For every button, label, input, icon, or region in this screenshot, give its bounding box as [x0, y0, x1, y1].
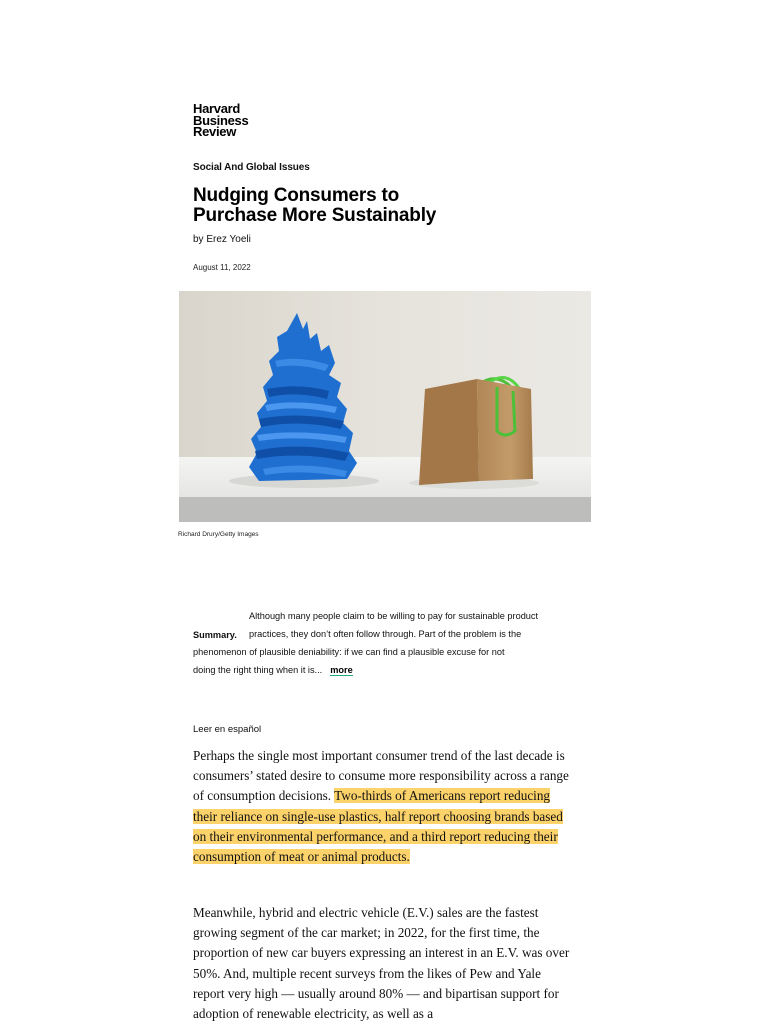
jute-tote-bag: [419, 378, 533, 485]
publish-date: August 11, 2022: [193, 263, 251, 272]
byline[interactable]: by Erez Yoeli: [193, 234, 251, 245]
body-paragraph-2: Meanwhile, hybrid and electric vehicle (E.V.) sales are the fastest growing segment of the car market; in 2022, for the first time, the proportion of new car buyers expressing an interest in an E.V. was over 50%. And, multiple recent surveys from the likes of Pew and Yale report very high — usually around 80% — and bipartisan support for adoption of renewable electricity, as well as a: [193, 905, 570, 1022]
headline-line-1: Nudging Consumers to: [193, 185, 400, 206]
summary-label: Summary.: [193, 630, 237, 640]
image-credit: Richard Drury/Getty Images: [178, 531, 259, 538]
summary-line-3: phenomenon of plausible deniability: if we can find a plausible excuse for not: [193, 647, 505, 657]
headline-line-2: Purchase More Sustainably: [193, 205, 437, 226]
hero-image: [179, 291, 591, 522]
summary-line-1: Although many people claim to be willing to pay for sustainable product: [249, 611, 539, 621]
summary-body: [193, 607, 577, 679]
logo-line-2: Business: [193, 112, 249, 128]
logo-line-3: Review: [193, 124, 237, 139]
paragraph-1-text: Perhaps the single most important consumer trend of the last decade is consumers’ stated desire to consume more responsibility across a range of consumption decisions.: [193, 748, 569, 804]
article-headline: [193, 186, 493, 226]
summary-line-4: doing the right thing when it is...: [193, 665, 323, 675]
topic-link[interactable]: Social And Global Issues: [193, 162, 310, 173]
summary-more-link[interactable]: more: [330, 665, 353, 675]
summary-line-2: practices, they don’t often follow through. Part of the problem is the: [249, 629, 522, 639]
hbr-logo[interactable]: [193, 103, 263, 138]
spanish-translation-link[interactable]: Leer en español: [193, 724, 262, 735]
logo-line-1: Harvard: [193, 101, 241, 116]
highlighted-quote[interactable]: Two-thirds of Americans report reducing their reliance on single-use plastics, half report choosing brands based on their environmental performance, and a third report reducing their consumption of meat or animal products.: [193, 788, 563, 865]
body-paragraph-1: [193, 746, 573, 867]
